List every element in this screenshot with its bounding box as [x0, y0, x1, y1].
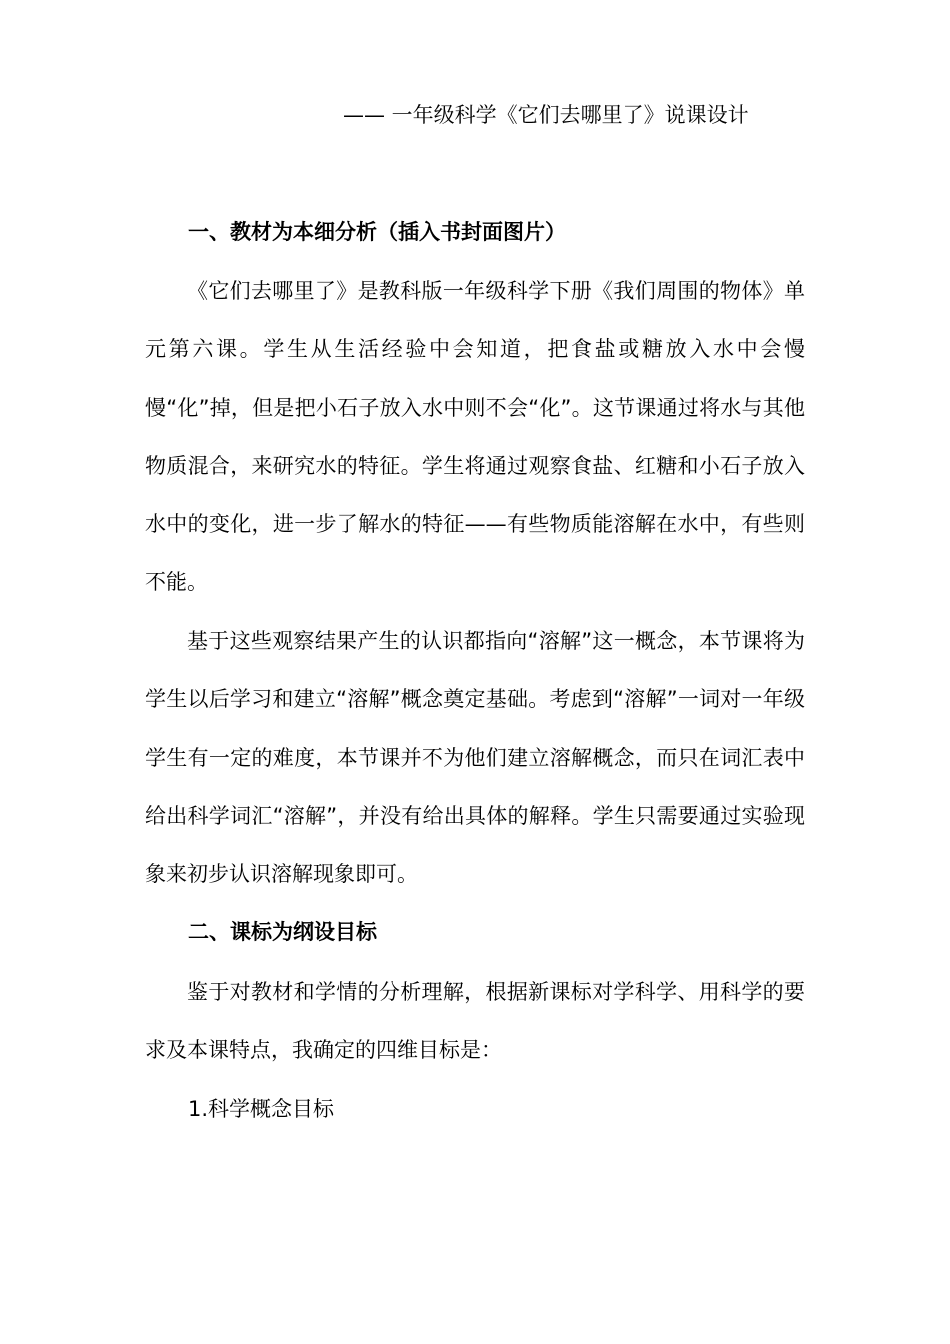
- section-2-paragraph-1: 鉴于对教材和学情的分析理解，根据新课标对学科学、用科学的要求及本课特点，我确定的四维目标是：: [145, 980, 805, 1063]
- section-1-paragraph-1: 《它们去哪里了》是教科版一年级科学下册《我们周围的物体》单元第六课。学生从生活经验中会知道，把食盐或糖放入水中会慢慢“化”掉，但是把小石子放入水中则不会“化”。这节课通过将水与其他物质混合，来研究水的特征。学生将通过观察食盐、红糖和小石子放入水中的变化，进一步了解水的特征——有些物质能溶解在水中，有些则不能。: [145, 279, 805, 595]
- section-2-item-1: 1.科学概念目标: [188, 1097, 335, 1121]
- section-2-heading: 二、课标为纲设目标: [188, 920, 377, 944]
- section-1-heading: 一、教材为本细分析（插入书封面图片）: [188, 220, 566, 244]
- section-1-paragraph-2: 基于这些观察结果产生的认识都指向“溶解”这一概念，本节课将为学生以后学习和建立“溶解”概念奠定基础。考虑到“溶解”一词对一年级学生有一定的难度，本节课并不为他们建立溶解概念，而只在词汇表中给出科学词汇“溶解”，并没有给出具体的解释。学生只需要通过实验现象来初步认识溶解现象即可。: [145, 629, 805, 887]
- document-subtitle: —— 一年级科学《它们去哪里了》说课设计: [343, 103, 749, 127]
